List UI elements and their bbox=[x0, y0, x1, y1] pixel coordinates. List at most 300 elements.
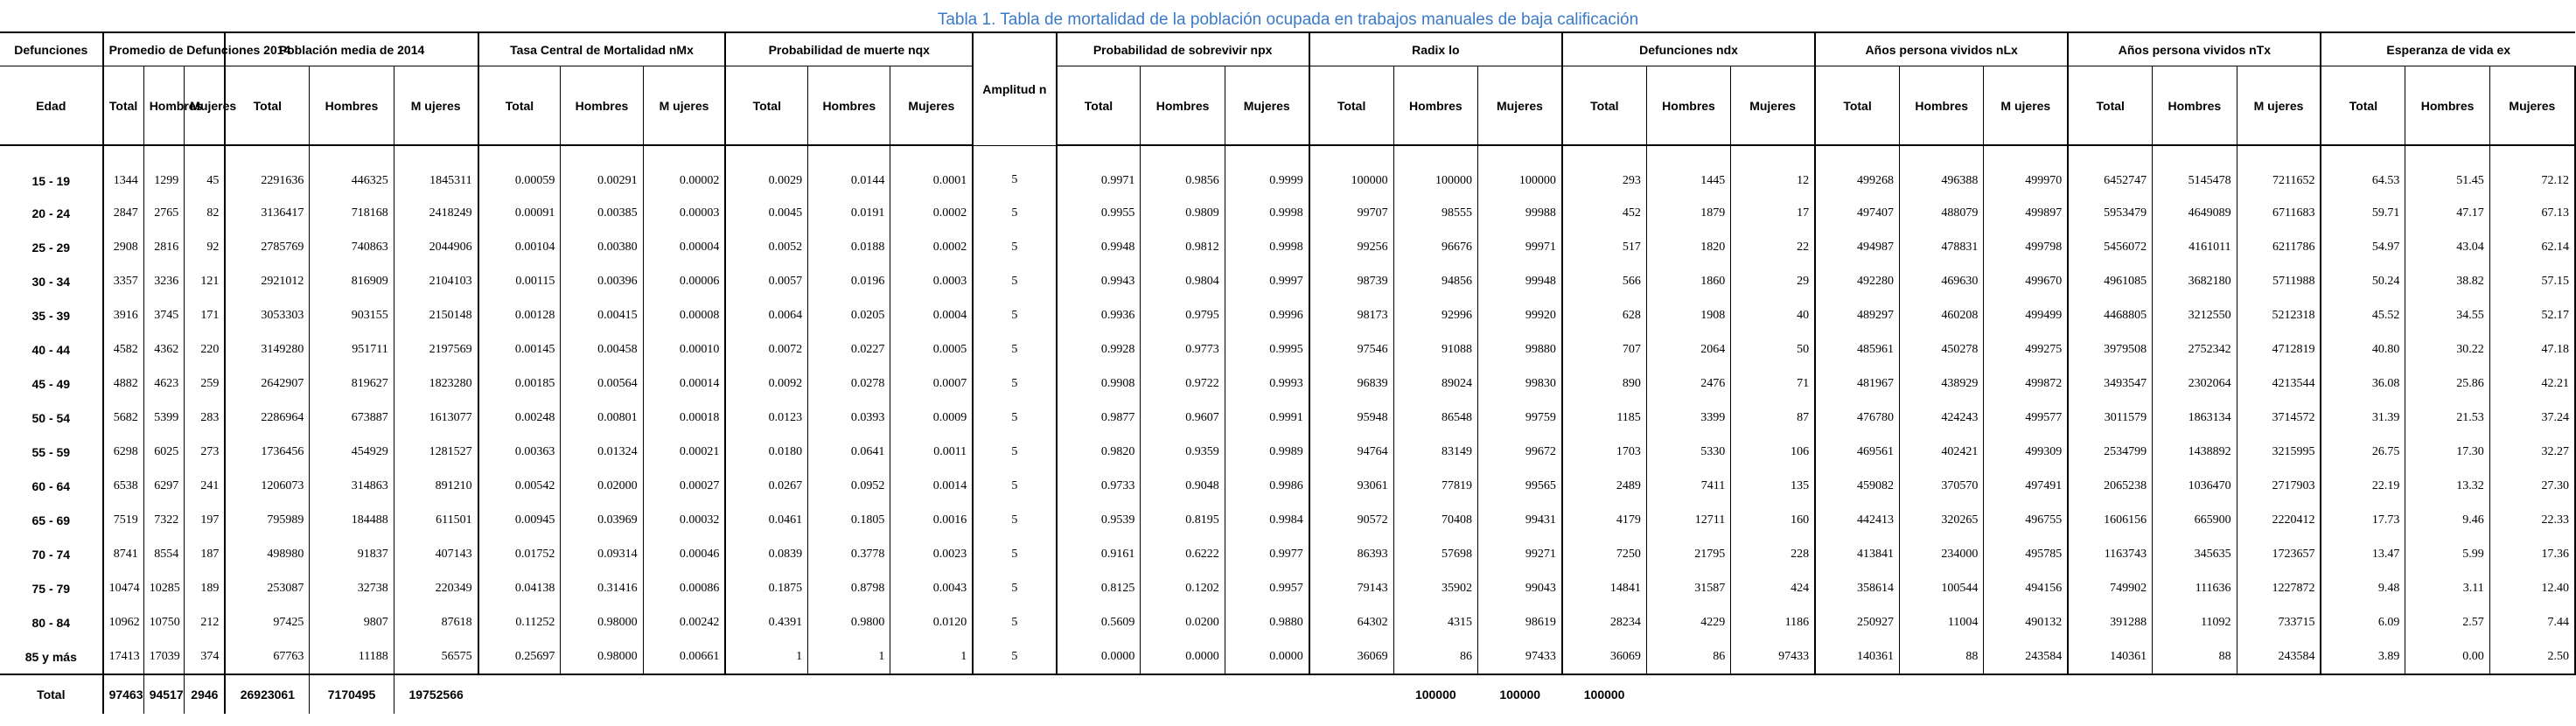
cell-tasa: 0.00128 bbox=[478, 298, 561, 332]
totals-label: Total bbox=[37, 688, 66, 702]
cell-p: 0.6222 bbox=[1141, 537, 1225, 571]
cell-L: 469630 bbox=[1899, 264, 1983, 298]
cell-q: 0.0045 bbox=[725, 196, 807, 230]
amplitud-cell: 5 bbox=[973, 196, 1056, 230]
cell-tasa: 0.00086 bbox=[643, 571, 725, 605]
cell-l: 94856 bbox=[1393, 264, 1477, 298]
subheader-def-hombres: Hombres bbox=[143, 66, 185, 146]
cell-l: 86393 bbox=[1309, 537, 1393, 571]
cell-tasa: 0.00014 bbox=[643, 366, 725, 401]
cell-def: 189 bbox=[185, 571, 226, 605]
cell-p: 0.9993 bbox=[1225, 366, 1309, 401]
cell-T: 88 bbox=[2153, 639, 2237, 674]
cell-L: 495785 bbox=[1984, 537, 2068, 571]
cell-pob: 314863 bbox=[310, 469, 394, 503]
cell-def: 212 bbox=[185, 605, 226, 639]
cell-e: 13.47 bbox=[2321, 537, 2405, 571]
cell-p: 0.9957 bbox=[1225, 571, 1309, 605]
cell-p: 0.9977 bbox=[1225, 537, 1309, 571]
cell-def: 121 bbox=[185, 264, 226, 298]
cell-def: 6538 bbox=[103, 469, 144, 503]
cell-d: 1879 bbox=[1646, 196, 1730, 230]
cell-pob: 454929 bbox=[310, 435, 394, 469]
age-cell: 40 - 44 bbox=[31, 342, 71, 357]
cell-L: 497407 bbox=[1815, 196, 1899, 230]
age-cell: 65 - 69 bbox=[31, 513, 71, 527]
cell-q: 0.8798 bbox=[808, 571, 890, 605]
cell-L: 100544 bbox=[1899, 571, 1983, 605]
cell-q: 0.0004 bbox=[890, 298, 973, 332]
cell-e: 72.12 bbox=[2489, 145, 2575, 196]
cell-tasa: 0.00008 bbox=[643, 298, 725, 332]
cell-def: 17413 bbox=[103, 639, 144, 674]
cell-def: 171 bbox=[185, 298, 226, 332]
cell-pob: 1823280 bbox=[394, 366, 478, 401]
amplitud-cell: 5 bbox=[973, 469, 1056, 503]
group-header-tasa-mortalidad: Tasa Central de Mortalidad nMx bbox=[478, 32, 726, 66]
age-cell: 30 - 34 bbox=[31, 274, 71, 289]
cell-p: 0.9984 bbox=[1225, 503, 1309, 537]
cell-L: 499309 bbox=[1984, 435, 2068, 469]
cell-l: 86548 bbox=[1393, 401, 1477, 435]
cell-pob: 498980 bbox=[225, 537, 309, 571]
age-cell: 25 - 29 bbox=[31, 240, 71, 255]
cell-T: 733715 bbox=[2237, 605, 2321, 639]
cell-p: 0.0000 bbox=[1057, 639, 1141, 674]
cell-pob: 446325 bbox=[310, 145, 394, 196]
amplitud-cell: 5 bbox=[973, 537, 1056, 571]
cell-q: 0.4391 bbox=[725, 605, 807, 639]
subheader-e-hombres: Hombres bbox=[2405, 66, 2489, 146]
cell-def: 2908 bbox=[103, 230, 144, 264]
cell-q: 0.0072 bbox=[725, 332, 807, 366]
cell-L: 499268 bbox=[1815, 145, 1899, 196]
subheader-def-total: Total bbox=[103, 66, 144, 146]
cell-d: 86 bbox=[1646, 639, 1730, 674]
cell-L: 494987 bbox=[1815, 230, 1899, 264]
subheader-tasa-mujeres: M ujeres bbox=[643, 66, 725, 146]
cell-p: 0.9998 bbox=[1225, 196, 1309, 230]
cell-e: 5.99 bbox=[2405, 537, 2489, 571]
cell-l: 99880 bbox=[1478, 332, 1562, 366]
cell-e: 47.18 bbox=[2489, 332, 2575, 366]
cell-T: 749902 bbox=[2068, 571, 2152, 605]
cell-T: 2065238 bbox=[2068, 469, 2152, 503]
cell-pob: 611501 bbox=[394, 503, 478, 537]
cell-p: 0.9773 bbox=[1141, 332, 1225, 366]
table-row bbox=[0, 298, 2575, 332]
cell-L: 494156 bbox=[1984, 571, 2068, 605]
amplitud-cell: 5 bbox=[973, 264, 1056, 298]
cell-q: 0.0052 bbox=[725, 230, 807, 264]
age-cell: 85 y más bbox=[0, 639, 103, 674]
age-cell: 70 - 74 bbox=[31, 547, 71, 562]
cell-d: 12711 bbox=[1646, 503, 1730, 537]
cell-def: 45 bbox=[185, 145, 226, 196]
cell-q: 1 bbox=[725, 639, 807, 674]
cell-T: 4468805 bbox=[2068, 298, 2152, 332]
table-row bbox=[0, 639, 2575, 674]
cell-T: 1227872 bbox=[2237, 571, 2321, 605]
cell-T: 1438892 bbox=[2153, 435, 2237, 469]
age-cell: 50 - 54 bbox=[31, 410, 71, 425]
cell-p: 0.9856 bbox=[1141, 145, 1225, 196]
cell-T: 3215995 bbox=[2237, 435, 2321, 469]
subheader-tasa-total: Total bbox=[478, 66, 561, 146]
cell-def: 2847 bbox=[103, 196, 144, 230]
cell-l: 100000 bbox=[1309, 145, 1393, 196]
cell-p: 0.8195 bbox=[1141, 503, 1225, 537]
cell-d: 40 bbox=[1731, 298, 1815, 332]
subheader-pob-mujeres: M ujeres bbox=[394, 66, 478, 146]
cell-l: 99920 bbox=[1478, 298, 1562, 332]
cell-p: 0.5609 bbox=[1057, 605, 1141, 639]
cell-T: 3979508 bbox=[2068, 332, 2152, 366]
cell-tasa: 0.00363 bbox=[478, 435, 561, 469]
cell-tasa: 0.11252 bbox=[478, 605, 561, 639]
total-cell: 97463 bbox=[103, 674, 144, 714]
subheader-p-mujeres: Mujeres bbox=[1225, 66, 1309, 146]
cell-L: 424243 bbox=[1899, 401, 1983, 435]
cell-T: 7211652 bbox=[2237, 145, 2321, 196]
cell-L: 442413 bbox=[1815, 503, 1899, 537]
table-row bbox=[0, 332, 2575, 366]
cell-tasa: 0.01324 bbox=[561, 435, 643, 469]
table-row bbox=[0, 435, 2575, 469]
cell-q: 0.0205 bbox=[808, 298, 890, 332]
subheader-d-mujeres: Mujeres bbox=[1731, 66, 1815, 146]
cell-def: 4362 bbox=[143, 332, 185, 366]
empty-total-cells bbox=[1646, 674, 2405, 714]
cell-p: 0.9989 bbox=[1225, 435, 1309, 469]
cell-p: 0.9999 bbox=[1225, 145, 1309, 196]
cell-q: 0.0123 bbox=[725, 401, 807, 435]
cell-e: 17.36 bbox=[2489, 537, 2575, 571]
cell-l: 96676 bbox=[1393, 230, 1477, 264]
cell-d: 21795 bbox=[1646, 537, 1730, 571]
cell-def: 241 bbox=[185, 469, 226, 503]
cell-e: 34.55 bbox=[2405, 298, 2489, 332]
cell-T: 243584 bbox=[2237, 639, 2321, 674]
cell-L: 492280 bbox=[1815, 264, 1899, 298]
cell-L: 478831 bbox=[1899, 230, 1983, 264]
cell-def: 3357 bbox=[103, 264, 144, 298]
cell-L: 496388 bbox=[1899, 145, 1983, 196]
cell-l: 99565 bbox=[1478, 469, 1562, 503]
cell-q: 0.0120 bbox=[890, 605, 973, 639]
cell-p: 0.9809 bbox=[1141, 196, 1225, 230]
total-cell: 26923061 bbox=[225, 674, 309, 714]
total-cell: 7170495 bbox=[310, 674, 394, 714]
cell-pob: 819627 bbox=[310, 366, 394, 401]
cell-tasa: 0.98000 bbox=[561, 639, 643, 674]
empty-total-cells bbox=[478, 674, 1394, 714]
table-row bbox=[0, 537, 2575, 571]
cell-def: 82 bbox=[185, 196, 226, 230]
cell-l: 36069 bbox=[1309, 639, 1393, 674]
cell-e: 52.17 bbox=[2489, 298, 2575, 332]
cell-d: 29 bbox=[1731, 264, 1815, 298]
cell-def: 220 bbox=[185, 332, 226, 366]
subheader-q-total: Total bbox=[725, 66, 807, 146]
cell-d: 566 bbox=[1562, 264, 1646, 298]
amplitud-cell: 5 bbox=[973, 366, 1056, 401]
cell-d: 87 bbox=[1731, 401, 1815, 435]
header-defunciones: Defunciones bbox=[0, 32, 103, 66]
cell-tasa: 0.00059 bbox=[478, 145, 561, 196]
cell-q: 0.0064 bbox=[725, 298, 807, 332]
cell-q: 0.0144 bbox=[808, 145, 890, 196]
cell-pob: 1845311 bbox=[394, 145, 478, 196]
cell-tasa: 0.02000 bbox=[561, 469, 643, 503]
cell-pob: 1613077 bbox=[394, 401, 478, 435]
cell-e: 9.48 bbox=[2321, 571, 2405, 605]
cell-l: 100000 bbox=[1478, 145, 1562, 196]
cell-pob: 891210 bbox=[394, 469, 478, 503]
cell-pob: 9807 bbox=[310, 605, 394, 639]
cell-L: 499970 bbox=[1984, 145, 2068, 196]
cell-tasa: 0.00248 bbox=[478, 401, 561, 435]
cell-d: 135 bbox=[1731, 469, 1815, 503]
cell-L: 438929 bbox=[1899, 366, 1983, 401]
table-body bbox=[0, 145, 2575, 674]
cell-tasa: 0.00385 bbox=[561, 196, 643, 230]
cell-l: 91088 bbox=[1393, 332, 1477, 366]
group-header-anos-vividos-ntx: Años persona vividos nTx bbox=[2068, 32, 2321, 66]
cell-d: 71 bbox=[1731, 366, 1815, 401]
cell-def: 374 bbox=[185, 639, 226, 674]
subheader-p-total: Total bbox=[1057, 66, 1141, 146]
subheader-T-total: Total bbox=[2068, 66, 2152, 146]
cell-q: 0.0227 bbox=[808, 332, 890, 366]
cell-q: 0.0952 bbox=[808, 469, 890, 503]
cell-def: 8554 bbox=[143, 537, 185, 571]
amplitud-cell: 5 bbox=[973, 332, 1056, 366]
cell-q: 0.0014 bbox=[890, 469, 973, 503]
cell-p: 0.9943 bbox=[1057, 264, 1141, 298]
cell-d: 1860 bbox=[1646, 264, 1730, 298]
cell-e: 13.32 bbox=[2405, 469, 2489, 503]
cell-l: 99271 bbox=[1478, 537, 1562, 571]
cell-e: 22.33 bbox=[2489, 503, 2575, 537]
cell-def: 10285 bbox=[143, 571, 185, 605]
cell-d: 1908 bbox=[1646, 298, 1730, 332]
cell-q: 0.0003 bbox=[890, 264, 973, 298]
cell-L: 499897 bbox=[1984, 196, 2068, 230]
amplitud-cell: 5 bbox=[973, 145, 1056, 196]
cell-tasa: 0.00380 bbox=[561, 230, 643, 264]
cell-d: 452 bbox=[1562, 196, 1646, 230]
subheader-d-total: Total bbox=[1562, 66, 1646, 146]
cell-l: 99043 bbox=[1478, 571, 1562, 605]
cell-def: 187 bbox=[185, 537, 226, 571]
cell-tasa: 0.00661 bbox=[643, 639, 725, 674]
cell-pob: 1281527 bbox=[394, 435, 478, 469]
cell-def: 7519 bbox=[103, 503, 144, 537]
cell-e: 64.53 bbox=[2321, 145, 2405, 196]
cell-pob: 3149280 bbox=[225, 332, 309, 366]
cell-def: 92 bbox=[185, 230, 226, 264]
cell-T: 1163743 bbox=[2068, 537, 2152, 571]
cell-e: 3.89 bbox=[2321, 639, 2405, 674]
cell-l: 83149 bbox=[1393, 435, 1477, 469]
group-header-radix: Radix lo bbox=[1309, 32, 1562, 66]
amplitud-cell: 5 bbox=[973, 605, 1056, 639]
cell-tasa: 0.04138 bbox=[478, 571, 561, 605]
cell-pob: 97425 bbox=[225, 605, 309, 639]
cell-d: 7411 bbox=[1646, 469, 1730, 503]
cell-d: 106 bbox=[1731, 435, 1815, 469]
cell-L: 469561 bbox=[1815, 435, 1899, 469]
cell-L: 499577 bbox=[1984, 401, 2068, 435]
cell-e: 50.24 bbox=[2321, 264, 2405, 298]
cell-pob: 2642907 bbox=[225, 366, 309, 401]
cell-p: 0.9607 bbox=[1141, 401, 1225, 435]
cell-pob: 1206073 bbox=[225, 469, 309, 503]
cell-q: 0.0011 bbox=[890, 435, 973, 469]
cell-def: 10750 bbox=[143, 605, 185, 639]
cell-d: 3399 bbox=[1646, 401, 1730, 435]
cell-pob: 795989 bbox=[225, 503, 309, 537]
cell-L: 358614 bbox=[1815, 571, 1899, 605]
cell-d: 14841 bbox=[1562, 571, 1646, 605]
table-header bbox=[0, 32, 2575, 145]
cell-T: 2534799 bbox=[2068, 435, 2152, 469]
cell-e: 0.00 bbox=[2405, 639, 2489, 674]
age-cell: 55 - 59 bbox=[31, 444, 71, 459]
cell-L: 140361 bbox=[1815, 639, 1899, 674]
group-header-poblacion-media: Población media de 2014 bbox=[225, 32, 478, 66]
cell-l: 93061 bbox=[1309, 469, 1393, 503]
group-header-row bbox=[0, 32, 2575, 66]
cell-d: 12 bbox=[1731, 145, 1815, 196]
cell-l: 90572 bbox=[1309, 503, 1393, 537]
cell-p: 0.0000 bbox=[1141, 639, 1225, 674]
cell-e: 62.14 bbox=[2489, 230, 2575, 264]
group-header-esperanza-vida: Esperanza de vida ex bbox=[2321, 32, 2575, 66]
cell-def: 3236 bbox=[143, 264, 185, 298]
sub-header-row bbox=[0, 66, 2575, 146]
cell-L: 450278 bbox=[1899, 332, 1983, 366]
cell-q: 0.0267 bbox=[725, 469, 807, 503]
cell-L: 496755 bbox=[1984, 503, 2068, 537]
cell-L: 499670 bbox=[1984, 264, 2068, 298]
header-amplitud: Amplitud n bbox=[973, 32, 1056, 145]
cell-L: 481967 bbox=[1815, 366, 1899, 401]
age-cell: 20 - 24 bbox=[31, 206, 71, 220]
cell-d: 31587 bbox=[1646, 571, 1730, 605]
cell-T: 3493547 bbox=[2068, 366, 2152, 401]
table-row bbox=[0, 401, 2575, 435]
cell-T: 1863134 bbox=[2153, 401, 2237, 435]
subheader-l-mujeres: Mujeres bbox=[1478, 66, 1562, 146]
cell-d: 1445 bbox=[1646, 145, 1730, 196]
cell-l: 86 bbox=[1393, 639, 1477, 674]
subheader-q-hombres: Hombres bbox=[808, 66, 890, 146]
amplitud-cell: 5 bbox=[973, 298, 1056, 332]
cell-e: 6.09 bbox=[2321, 605, 2405, 639]
cell-l: 57698 bbox=[1393, 537, 1477, 571]
cell-q: 0.0278 bbox=[808, 366, 890, 401]
cell-e: 27.30 bbox=[2489, 469, 2575, 503]
subheader-l-total: Total bbox=[1309, 66, 1393, 146]
cell-e: 67.13 bbox=[2489, 196, 2575, 230]
cell-T: 4161011 bbox=[2153, 230, 2237, 264]
cell-tasa: 0.01752 bbox=[478, 537, 561, 571]
cell-q: 0.0196 bbox=[808, 264, 890, 298]
cell-p: 0.1202 bbox=[1141, 571, 1225, 605]
cell-def: 10962 bbox=[103, 605, 144, 639]
cell-tasa: 0.00115 bbox=[478, 264, 561, 298]
cell-l: 79143 bbox=[1309, 571, 1393, 605]
cell-pob: 2418249 bbox=[394, 196, 478, 230]
cell-def: 4582 bbox=[103, 332, 144, 366]
cell-tasa: 0.00032 bbox=[643, 503, 725, 537]
table-row bbox=[0, 605, 2575, 639]
cell-L: 497491 bbox=[1984, 469, 2068, 503]
cell-def: 7322 bbox=[143, 503, 185, 537]
cell-L: 489297 bbox=[1815, 298, 1899, 332]
subheader-p-hombres: Hombres bbox=[1141, 66, 1225, 146]
table-title: Tabla 1. Tabla de mortalidad de la población ocupada en trabajos manuales de baja calificación bbox=[937, 10, 1639, 29]
cell-q: 0.0029 bbox=[725, 145, 807, 196]
cell-T: 3011579 bbox=[2068, 401, 2152, 435]
cell-def: 8741 bbox=[103, 537, 144, 571]
cell-def: 4623 bbox=[143, 366, 185, 401]
cell-tasa: 0.00002 bbox=[643, 145, 725, 196]
cell-def: 3916 bbox=[103, 298, 144, 332]
group-header-probabilidad-sobrevivir: Probabilidad de sobrevivir npx bbox=[1057, 32, 1309, 66]
cell-T: 2752342 bbox=[2153, 332, 2237, 366]
cell-tasa: 0.00104 bbox=[478, 230, 561, 264]
cell-e: 9.46 bbox=[2405, 503, 2489, 537]
cell-d: 7250 bbox=[1562, 537, 1646, 571]
cell-q: 0.1875 bbox=[725, 571, 807, 605]
cell-def: 5682 bbox=[103, 401, 144, 435]
age-cell: 75 - 79 bbox=[31, 581, 71, 596]
cell-e: 22.19 bbox=[2321, 469, 2405, 503]
cell-pob: 220349 bbox=[394, 571, 478, 605]
cell-q: 0.0188 bbox=[808, 230, 890, 264]
cell-def: 17039 bbox=[143, 639, 185, 674]
cell-L: 499275 bbox=[1984, 332, 2068, 366]
cell-T: 1723657 bbox=[2237, 537, 2321, 571]
cell-p: 0.9880 bbox=[1225, 605, 1309, 639]
cell-e: 51.45 bbox=[2405, 145, 2489, 196]
cell-tasa: 0.00396 bbox=[561, 264, 643, 298]
cell-q: 0.0393 bbox=[808, 401, 890, 435]
cell-pob: 673887 bbox=[310, 401, 394, 435]
cell-q: 0.0057 bbox=[725, 264, 807, 298]
cell-q: 0.3778 bbox=[808, 537, 890, 571]
cell-d: 2064 bbox=[1646, 332, 1730, 366]
cell-L: 499872 bbox=[1984, 366, 2068, 401]
cell-pob: 184488 bbox=[310, 503, 394, 537]
cell-q: 0.0007 bbox=[890, 366, 973, 401]
cell-l: 99256 bbox=[1309, 230, 1393, 264]
cell-p: 0.8125 bbox=[1057, 571, 1141, 605]
cell-e: 3.11 bbox=[2405, 571, 2489, 605]
subheader-pob-total: Total bbox=[225, 66, 309, 146]
cell-T: 2302064 bbox=[2153, 366, 2237, 401]
cell-e: 12.40 bbox=[2489, 571, 2575, 605]
cell-tasa: 0.00801 bbox=[561, 401, 643, 435]
age-cell: 80 - 84 bbox=[31, 615, 71, 630]
cell-tasa: 0.00027 bbox=[643, 469, 725, 503]
cell-l: 96839 bbox=[1309, 366, 1393, 401]
cell-q: 0.0092 bbox=[725, 366, 807, 401]
cell-def: 3745 bbox=[143, 298, 185, 332]
